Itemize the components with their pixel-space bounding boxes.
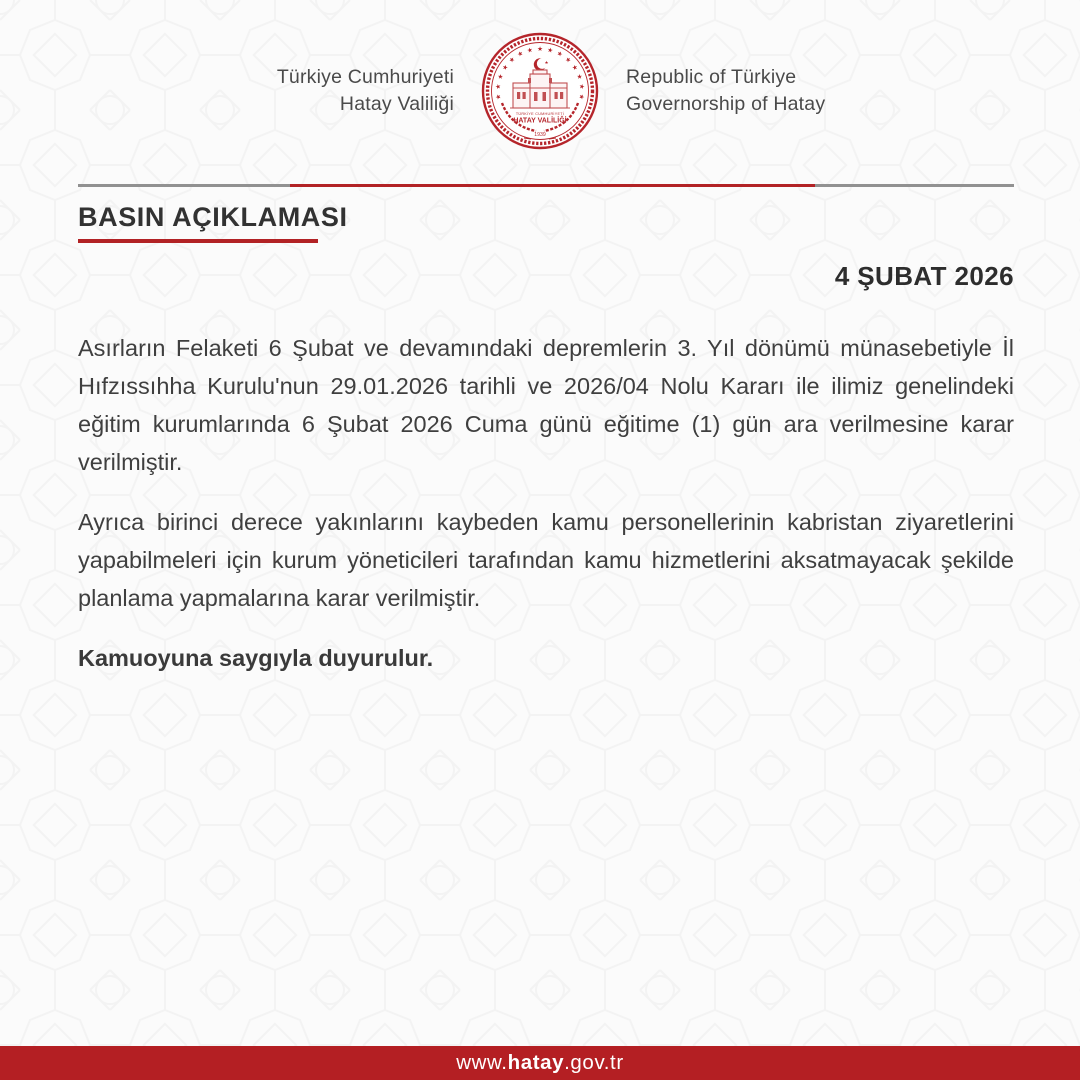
svg-text:★: ★ [569,63,579,73]
svg-text:★: ★ [555,49,564,59]
divider-gray-right [815,184,1014,187]
svg-text:★: ★ [563,55,573,65]
svg-text:★: ★ [495,93,503,101]
svg-text:★: ★ [574,72,584,81]
org-en-line1: Republic of Türkiye [626,66,797,88]
url-suffix: .gov.tr [564,1051,624,1074]
paragraph-1: Asırların Felaketi 6 Şubat ve devamındaki depremlerin 3. Yıl dönümü münasebetiyle İl Hıfzıssıhha Kurulu'nun 29.01.2026 tarihli ve 2026/04 Nolu Kararı ile ilimiz genelindeki eğitim kurumlarında 6 Şubat 2026 Cuma günü eğitime (1) gün ara verilmesine karar verilmiştir. [78,335,1014,475]
seal-caption-small: TÜRKİYE CUMHURİYETİ [515,112,565,116]
release-date: 4 ŞUBAT 2026 [834,261,1014,291]
org-name-english [626,64,886,118]
page-title: BASIN AÇIKLAMASI [78,202,348,232]
title-underline [78,239,318,243]
website-url[interactable] [456,1051,624,1075]
svg-text:★: ★ [516,49,525,59]
org-tr-line2: Hatay Valiliği [339,93,454,115]
section-divider [78,184,1014,187]
svg-text:★: ★ [496,72,506,81]
press-release-body [78,329,1014,699]
url-domain: hatay [507,1051,565,1074]
divider-gray-left [78,184,290,187]
org-tr-line1: Türkiye Cumhuriyeti [276,66,454,88]
svg-text:★: ★ [577,93,585,101]
divider-red-center [290,184,815,187]
svg-text:★: ★ [537,46,543,53]
org-name-turkish [194,64,454,118]
footer-bar [0,1046,1080,1080]
url-prefix: www. [456,1051,508,1074]
svg-text:★: ★ [501,63,511,73]
svg-text:★: ★ [526,46,534,55]
svg-text:★: ★ [494,83,503,90]
closing-line: Kamuoyuna saygıyla duyurulur. [78,645,434,671]
seal-caption-large: HATAY VALİLİĞİ [513,117,567,125]
svg-text:★: ★ [577,83,586,90]
svg-text:★: ★ [546,46,554,55]
svg-text:★: ★ [544,60,549,65]
paragraph-2: Ayrıca birinci derece yakınlarını kaybeden kamu personellerinin kabristan ziyaretlerini yapabilmeleri için kurum yöneticileri tarafından kamu hizmetlerini aksatmayacak şekilde planlama yapmalarına karar verilmiştir. [78,509,1014,611]
org-en-line2: Governorship of Hatay [626,93,826,115]
header [0,30,1080,152]
svg-text:★: ★ [507,55,517,65]
seal-year: 1939 [534,132,546,138]
governorship-seal-logo [480,31,600,151]
